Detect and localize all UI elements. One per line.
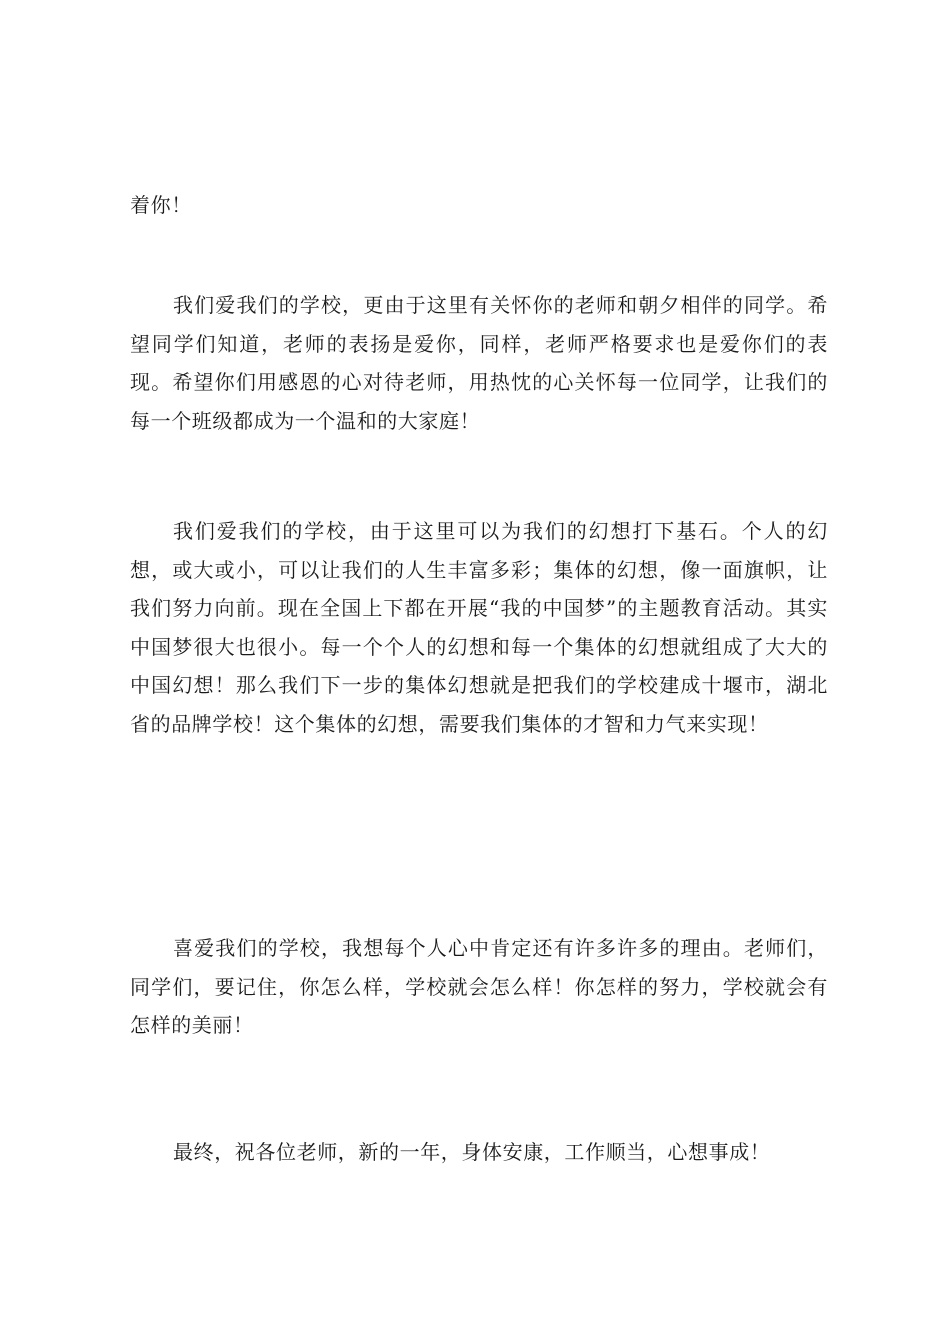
paragraph-continuation: 着你！ bbox=[130, 193, 192, 217]
paragraph-closing-wishes: 最终，祝各位老师，新的一年，身体安康，工作顺当，心想事成！ bbox=[173, 1140, 771, 1164]
paragraph-dreams: 我们爱我们的学校，由于这里可以为我们的幻想打下基石。个人的幻想，或大或小，可以让我们的人生丰富多彩；集体的幻想，像一面旗帜，让我们努力向前。现在全国上下都在开展“我的中国梦”的主题教育活动。其实中国梦很大也很小。每一个个人的幻想和每一个集体的幻想就组成了大大的中国幻想！那么我们下一步的集体幻想就是把我们的学校建成十堰市，湖北省的品牌学校！这个集体的幻想，需要我们集体的才智和力气来实现！ bbox=[130, 519, 828, 736]
paragraph-teachers-classmates: 我们爱我们的学校，更由于这里有关怀你的老师和朝夕相伴的同学。希望同学们知道，老师的表扬是爱你，同样，老师严格要求也是爱你们的表现。希望你们用感恩的心对待老师，用热忱的心关怀每一位同学，让我们的每一个班级都成为一个温和的大家庭！ bbox=[130, 293, 828, 433]
paragraph-reasons: 喜爱我们的学校，我想每个人心中肯定还有许多许多的理由。老师们，同学们，要记住，你怎么样，学校就会怎么样！你怎样的努力，学校就会有怎样的美丽！ bbox=[130, 936, 828, 1037]
